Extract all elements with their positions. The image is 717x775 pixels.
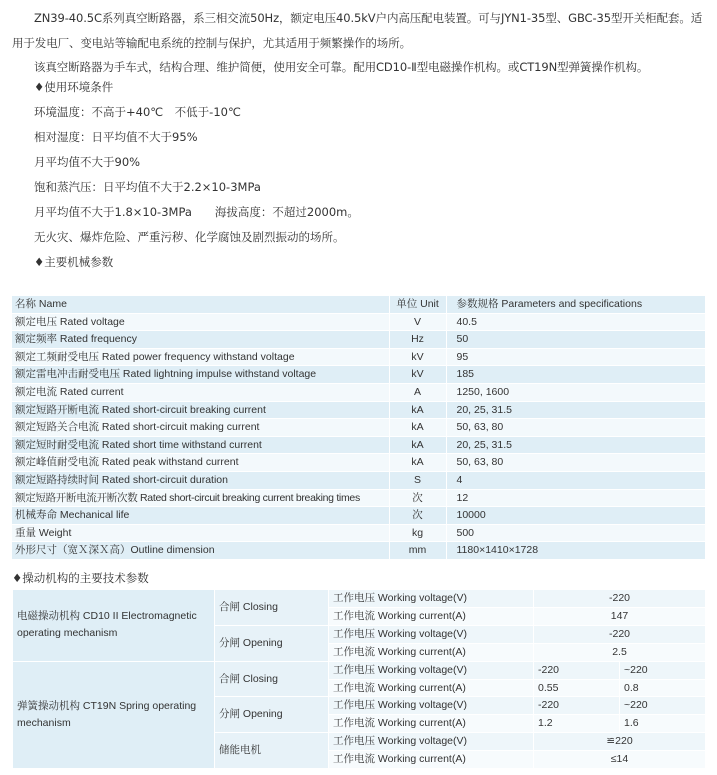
param-value: 147 — [534, 607, 706, 625]
param-value-ac: 0.8 — [620, 679, 706, 697]
env-line: 月平均值不大于90% — [34, 155, 141, 169]
param-value: 95 — [446, 348, 705, 366]
param-unit: V — [389, 313, 446, 331]
param-value: 1180×1410×1728 — [446, 542, 705, 560]
param-name: 额定频率 Rated frequency — [12, 331, 389, 349]
param-value-dc: 0.55 — [534, 679, 620, 697]
param-value-dc: -220 — [534, 697, 620, 715]
param-name: 额定短路开断电流 Rated short-circuit breaking current — [12, 401, 389, 419]
param-value: 50, 63, 80 — [446, 454, 705, 472]
param-name: 额定工频耐受电压 Rated power frequency withstand voltage — [12, 348, 389, 366]
param-unit: kV — [389, 366, 446, 384]
param-value: ≤14 — [534, 751, 706, 769]
operating-mechanism-table — [12, 589, 706, 769]
param-value-ac: 1.6 — [620, 715, 706, 733]
param-name: 额定雷电冲击耐受电压 Rated lightning impulse withstand voltage — [12, 366, 389, 384]
intro-paragraph-2: 该真空断路器为手车式，结构合理、维护简便，使用安全可靠。配用CD10-Ⅱ型电磁操作机构。或CT19N型弹簧操作机构。 — [34, 60, 649, 74]
param-label: 工作电压 Working voltage(V) — [329, 661, 534, 679]
table-row — [12, 331, 705, 349]
param-name: 重量 Weight — [12, 524, 389, 542]
param-name: 额定短时耐受电流 Rated short time withstand current — [12, 436, 389, 454]
param-unit: A — [389, 383, 446, 401]
table-row — [12, 348, 705, 366]
param-unit: kA — [389, 401, 446, 419]
param-value: 12 — [446, 489, 705, 507]
param-name: 额定电流 Rated current — [12, 383, 389, 401]
param-value: 50, 63, 80 — [446, 419, 705, 437]
table-row — [12, 542, 705, 560]
param-label: 工作电压 Working voltage(V) — [329, 697, 534, 715]
cd10-closing: 合闸 Closing — [215, 590, 329, 626]
table-row — [12, 383, 705, 401]
param-unit: Hz — [389, 331, 446, 349]
param-value: -220 — [534, 625, 706, 643]
table-row — [12, 507, 705, 525]
param-label: 工作电流 Working current(A) — [329, 679, 534, 697]
param-value-dc: -220 — [534, 661, 620, 679]
param-value: 1250, 1600 — [446, 383, 705, 401]
param-value: 50 — [446, 331, 705, 349]
ct19-storage-motor: 储能电机 — [215, 733, 329, 769]
param-label: 工作电流 Working current(A) — [329, 607, 534, 625]
table-header-row — [12, 296, 705, 313]
param-label: 工作电压 Working voltage(V) — [329, 733, 534, 751]
ct19-name: 弹簧操动机构 CT19N Spring operating mechanism — [13, 661, 215, 768]
param-unit: kg — [389, 524, 446, 542]
param-value: -220 — [534, 590, 706, 608]
cd10-name: 电磁操动机构 CD10 II Electromagnetic operating mechanism — [13, 590, 215, 662]
param-unit: 次 — [389, 489, 446, 507]
param-value: 4 — [446, 471, 705, 489]
table-row — [12, 419, 705, 437]
env-line: 饱和蒸汽压：日平均值不大于2.2×10-3MPa — [34, 180, 261, 194]
ct19-opening: 分闸 Opening — [215, 697, 329, 733]
param-value-dc: 1.2 — [534, 715, 620, 733]
env-line: 无火灾、爆炸危险、严重污秽、化学腐蚀及剧烈振动的场所。 — [34, 230, 345, 244]
param-unit: S — [389, 471, 446, 489]
param-value: 2.5 — [534, 643, 706, 661]
param-unit: mm — [389, 542, 446, 560]
table-row — [12, 401, 705, 419]
header-params: 参数规格 Parameters and specifications — [446, 296, 705, 313]
mechanical-params-table — [12, 296, 706, 560]
param-label: 工作电压 Working voltage(V) — [329, 590, 534, 608]
table-row — [12, 454, 705, 472]
op-heading: ♦操动机构的主要技术参数 — [12, 571, 149, 585]
param-unit: kA — [389, 419, 446, 437]
param-name: 额定峰值耐受电流 Rated peak withstand current — [12, 454, 389, 472]
param-value-ac: ~220 — [620, 697, 706, 715]
env-heading: ♦使用环境条件 — [34, 80, 114, 94]
param-value-ac: ~220 — [620, 661, 706, 679]
table-row — [12, 313, 705, 331]
table-row — [12, 366, 705, 384]
param-value: 40.5 — [446, 313, 705, 331]
param-unit: 次 — [389, 507, 446, 525]
param-label: 工作电流 Working current(A) — [329, 643, 534, 661]
param-value: 500 — [446, 524, 705, 542]
env-line: 月平均值不大于1.8×10-3MPa 海拔高度：不超过2000m。 — [34, 205, 359, 219]
cd10-opening: 分闸 Opening — [215, 625, 329, 661]
param-label: 工作电流 Working current(A) — [329, 715, 534, 733]
env-line: 相对湿度：日平均值不大于95% — [34, 130, 198, 144]
header-name: 名称 Name — [12, 296, 389, 313]
param-unit: kA — [389, 436, 446, 454]
param-name: 额定电压 Rated voltage — [12, 313, 389, 331]
header-unit: 单位 Unit — [389, 296, 446, 313]
param-label: 工作电流 Working current(A) — [329, 751, 534, 769]
param-unit: kA — [389, 454, 446, 472]
param-name: 机械寿命 Mechanical life — [12, 507, 389, 525]
table-row — [12, 436, 705, 454]
param-value: 20, 25, 31.5 — [446, 401, 705, 419]
ct19-closing: 合闸 Closing — [215, 661, 329, 697]
table-row — [12, 471, 705, 489]
param-value: 185 — [446, 366, 705, 384]
param-label: 工作电压 Working voltage(V) — [329, 625, 534, 643]
table-row — [13, 590, 706, 608]
param-unit: kV — [389, 348, 446, 366]
env-line: 环境温度：不高于+40℃ 不低于-10℃ — [34, 105, 241, 119]
param-name: 额定短路关合电流 Rated short-circuit making current — [12, 419, 389, 437]
param-value: ≌220 — [534, 733, 706, 751]
intro-paragraph-1: ZN39-40.5C系列真空断路器，系三相交流50Hz，额定电压40.5kV户内高压配电装置。可与JYN1-35型、GBC-35型开关柜配套。适用于发电厂、变电站等输配电系统的控制与保护，尤其适用于频繁操作的场所。 — [12, 11, 703, 50]
param-name: 额定短路持续时间 Rated short-circuit duration — [12, 471, 389, 489]
mech-heading: ♦主要机械参数 — [34, 255, 114, 269]
param-name: 额定短路开断电流开断次数 Rated short-circuit breaking current breaking times — [12, 489, 389, 507]
table-row — [12, 524, 705, 542]
param-value: 20, 25, 31.5 — [446, 436, 705, 454]
param-name: 外形尺寸（宽Ｘ深Ｘ高）Outline dimension — [12, 542, 389, 560]
table-row — [12, 489, 705, 507]
table-row — [13, 661, 706, 679]
param-value: 10000 — [446, 507, 705, 525]
